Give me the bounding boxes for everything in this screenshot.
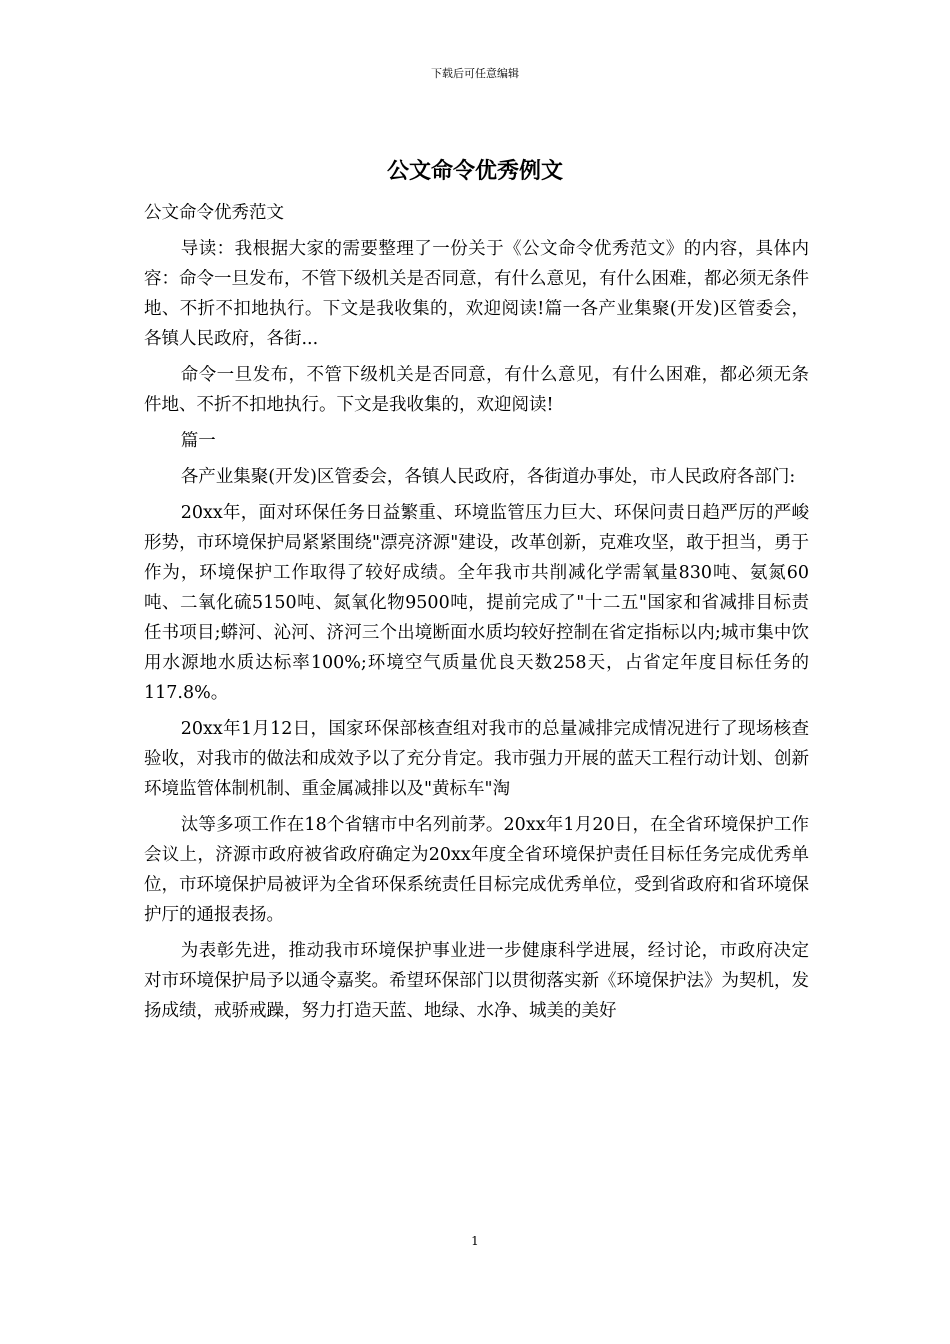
page-number: 1 (471, 1234, 479, 1248)
document-subtitle: 公文命令优秀范文 (144, 203, 284, 223)
paragraph-achievements: 20xx年，面对环保任务日益繁重、环境监管压力巨大、环保问责日趋严厉的严峻形势，市环境保护局紧紧围绕"漂亮济源"建设，改革创新，克难攻坚，敢于担当，勇于作为，环境保护工作取得了较好成绩。全年我市共削减化学需氧量830吨、氨氮60吨、二氧化硫5150吨、氮氧化物9500吨，提前完成了"十二五"国家和省减排目标责任书项目;蟒河、沁河、济河三个出境断面水质均较好控制在省定指标以内;城市集中饮用水源地水质达标率100%;环境空气质量优良天数258天，占省定年度目标任务的117.8%。 (144, 503, 809, 703)
paragraph-summary: 命令一旦发布，不管下级机关是否同意，有什么意见，有什么困难，都必须无条件地、不折不扣地执行。下文是我收集的，欢迎阅读! (144, 365, 809, 415)
section-heading: 篇一 (180, 431, 216, 451)
paragraph-intro: 导读：我根据大家的需要整理了一份关于《公文命令优秀范文》的内容，具体内容：命令一旦发布，不管下级机关是否同意，有什么意见，有什么困难，都必须无条件地、不折不扣地执行。下文是我收集的，欢迎阅读!篇一各产业集聚(开发)区管委会，各镇人民政府，各街... (144, 239, 809, 349)
paragraph-inspection: 20xx年1月12日，国家环保部核查组对我市的总量减排完成情况进行了现场核查验收，对我市的做法和成效予以了充分肯定。我市强力开展的蓝天工程行动计划、创新环境监管体制机制、重金属减排以及"黄标车"淘 (144, 719, 809, 799)
paragraph-commendation: 汰等多项工作在18个省辖市中名列前茅。20xx年1月20日，在全省环境保护工作会议上，济源市政府被省政府确定为20xx年度全省环境保护责任目标任务完成优秀单位，市环境保护局被评为全省环保系统责任目标完成优秀单位，受到省政府和省环境保护厅的通报表扬。 (144, 815, 809, 925)
paragraph-addressees: 各产业集聚(开发)区管委会，各镇人民政府，各街道办事处，市人民政府各部门: (180, 467, 796, 487)
header-note: 下载后可任意编辑 (431, 67, 519, 80)
document-title: 公文命令优秀例文 (386, 158, 563, 184)
paragraph-decision: 为表彰先进，推动我市环境保护事业进一步健康科学进展，经讨论，市政府决定对市环境保护局予以通令嘉奖。希望环保部门以贯彻落实新《环境保护法》为契机，发扬成绩，戒骄戒躁，努力打造天蓝、地绿、水净、城美的美好 (144, 941, 809, 1021)
document-body (144, 198, 809, 1032)
